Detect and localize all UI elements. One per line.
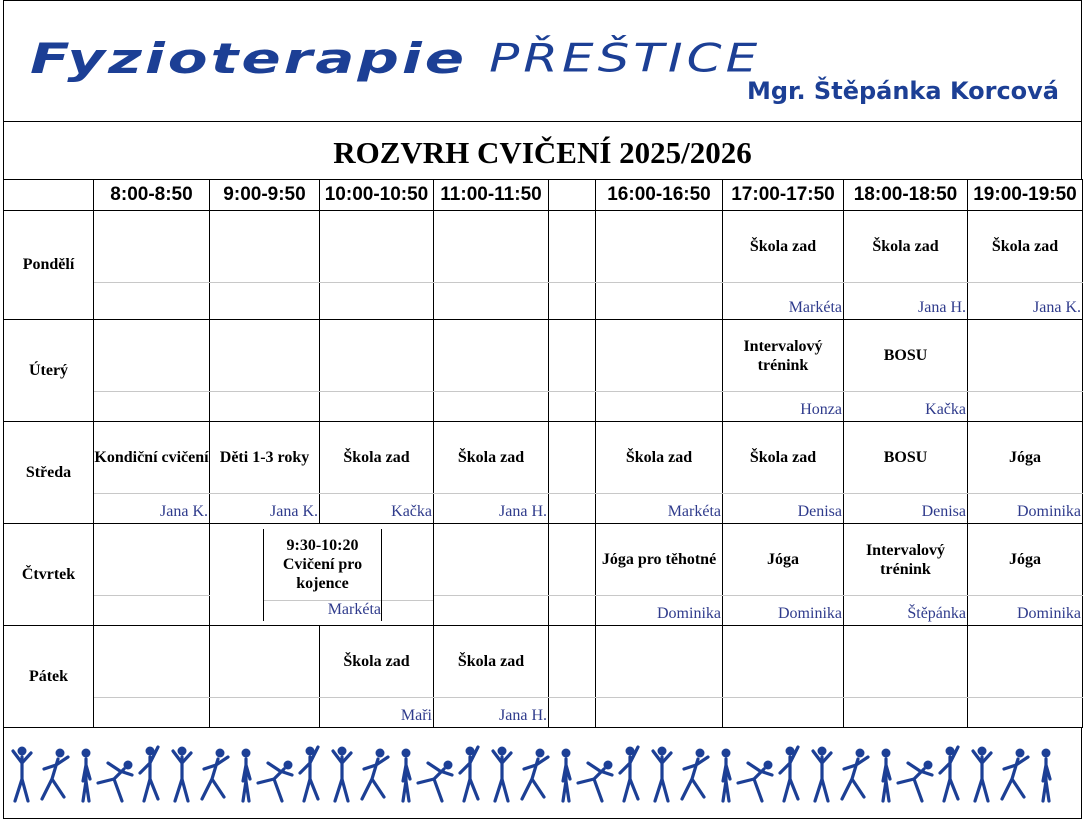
time-header: 10:00-10:50	[320, 180, 434, 211]
instructor: Jana K.	[968, 283, 1083, 320]
instructor-row	[4, 283, 1083, 320]
day-row-monday	[4, 211, 1083, 283]
title-bar	[3, 121, 1082, 180]
time-header: 17:00-17:50	[723, 180, 844, 211]
exercise-figure-icon	[562, 749, 571, 802]
day-label: Úterý	[4, 320, 94, 422]
day-row-thursday	[4, 524, 1083, 596]
instructor: Dominika	[596, 596, 723, 626]
corner-cell	[4, 180, 94, 211]
exercise-figure-icon	[140, 747, 158, 802]
class-name: Škola zad	[596, 422, 723, 494]
time-header-gap	[549, 180, 596, 211]
exercise-figure-icon	[522, 749, 548, 800]
header	[3, 0, 1082, 121]
exercise-figures-icon	[4, 741, 1081, 813]
instructor: Markéta	[327, 600, 381, 618]
class-name: Škola zad	[844, 211, 968, 283]
page-title: ROZVRH CVIČENÍ 2025/2026	[333, 134, 752, 170]
exercise-figure-icon	[722, 749, 731, 802]
exercise-figure-icon	[940, 747, 958, 802]
time-header: 18:00-18:50	[844, 180, 968, 211]
instructor: Maři	[320, 698, 434, 728]
class-name: BOSU	[844, 422, 968, 494]
brand-main: Fyzioterapie	[30, 34, 468, 83]
instructor: Jana H.	[844, 283, 968, 320]
instructor: Jana H.	[434, 494, 549, 524]
instructor: Dominika	[723, 596, 844, 626]
exercise-figure-icon	[493, 747, 511, 802]
exercise-figure-icon	[460, 747, 478, 802]
time-header: 19:00-19:50	[968, 180, 1083, 211]
thursday-infant-block	[210, 524, 434, 626]
class-name: Škola zad	[434, 626, 549, 698]
instructor: Honza	[723, 392, 844, 422]
exercise-figure-icon	[418, 761, 453, 802]
class-name: Děti 1-3 roky	[210, 422, 320, 494]
exercise-figure-icon	[42, 749, 68, 800]
exercise-figure-icon	[258, 761, 293, 802]
exercise-figure-icon	[333, 747, 351, 802]
exercise-figure-icon	[780, 747, 798, 802]
exercise-figure-icon	[738, 761, 773, 802]
class-name: Škola zad	[320, 626, 434, 698]
instructor: Dominika	[968, 596, 1083, 626]
time-header: 8:00-8:50	[94, 180, 210, 211]
instructor: Jana K.	[94, 494, 210, 524]
instructor: Denisa	[723, 494, 844, 524]
exercise-figure-icon	[173, 747, 191, 802]
brand-logo	[30, 15, 761, 83]
exercise-figure-icon	[620, 747, 638, 802]
class-name: Jóga	[968, 524, 1083, 596]
class-name: Cvičení pro kojence	[282, 555, 363, 592]
day-row-friday	[4, 626, 1083, 698]
time-header: 11:00-11:50	[434, 180, 549, 211]
instructor: Markéta	[723, 283, 844, 320]
time-header: 9:00-9:50	[210, 180, 320, 211]
instructor: Kačka	[320, 494, 434, 524]
class-name: Škola zad	[968, 211, 1083, 283]
exercise-figure-icon	[300, 747, 318, 802]
instructor-row	[4, 596, 1083, 626]
instructor: Dominika	[968, 494, 1083, 524]
class-name: Intervalový trénink	[844, 524, 968, 596]
exercise-figure-icon	[882, 749, 891, 802]
footer-decoration	[3, 727, 1082, 819]
class-name: Škola zad	[723, 422, 844, 494]
instructor: Denisa	[844, 494, 968, 524]
class-name: Intervalový trénink	[723, 320, 844, 392]
class-time: 9:30-10:20	[286, 536, 359, 554]
exercise-figure-icon	[898, 761, 933, 802]
class-name: Kondiční cvičení	[94, 422, 210, 494]
time-header: 16:00-16:50	[596, 180, 723, 211]
exercise-figure-icon	[82, 749, 91, 802]
class-name: Škola zad	[723, 211, 844, 283]
day-label: Pátek	[4, 626, 94, 728]
day-label: Středa	[4, 422, 94, 524]
day-row-tuesday	[4, 320, 1083, 392]
class-name: Škola zad	[320, 422, 434, 494]
exercise-figure-icon	[813, 747, 831, 802]
exercise-figure-icon	[98, 761, 133, 802]
class-name: Jóga	[723, 524, 844, 596]
class-name: Škola zad	[434, 422, 549, 494]
exercise-figure-icon	[1002, 749, 1028, 800]
exercise-figure-icon	[578, 761, 613, 802]
day-label: Čtvrtek	[4, 524, 94, 626]
instructor: Štěpánka	[844, 596, 968, 626]
instructor: Markéta	[596, 494, 723, 524]
day-label: Pondělí	[4, 211, 94, 320]
class-name: Jóga pro těhotné	[596, 524, 723, 596]
exercise-figure-icon	[1042, 749, 1051, 802]
exercise-figure-icon	[402, 749, 411, 802]
class-name: Jóga	[968, 422, 1083, 494]
exercise-figure-icon	[653, 747, 671, 802]
instructor-row	[4, 392, 1083, 422]
exercise-figure-icon	[842, 749, 868, 800]
day-row-wednesday	[4, 422, 1083, 494]
header-row	[4, 180, 1083, 211]
exercise-figure-icon	[202, 749, 228, 800]
instructor-row	[4, 698, 1083, 728]
instructor: Jana K.	[210, 494, 320, 524]
class-name: BOSU	[844, 320, 968, 392]
exercise-figure-icon	[242, 749, 251, 802]
brand-town: PŘEŠTICE	[489, 35, 762, 81]
exercise-figure-icon	[973, 747, 991, 802]
exercise-figure-icon	[13, 747, 31, 802]
subtitle: Mgr. Štěpánka Korcová	[746, 77, 1059, 105]
exercise-figure-icon	[362, 749, 388, 800]
instructor: Jana H.	[434, 698, 549, 728]
instructor: Kačka	[844, 392, 968, 422]
instructor-row	[4, 494, 1083, 524]
schedule-table	[3, 179, 1083, 728]
exercise-figure-icon	[682, 749, 708, 800]
